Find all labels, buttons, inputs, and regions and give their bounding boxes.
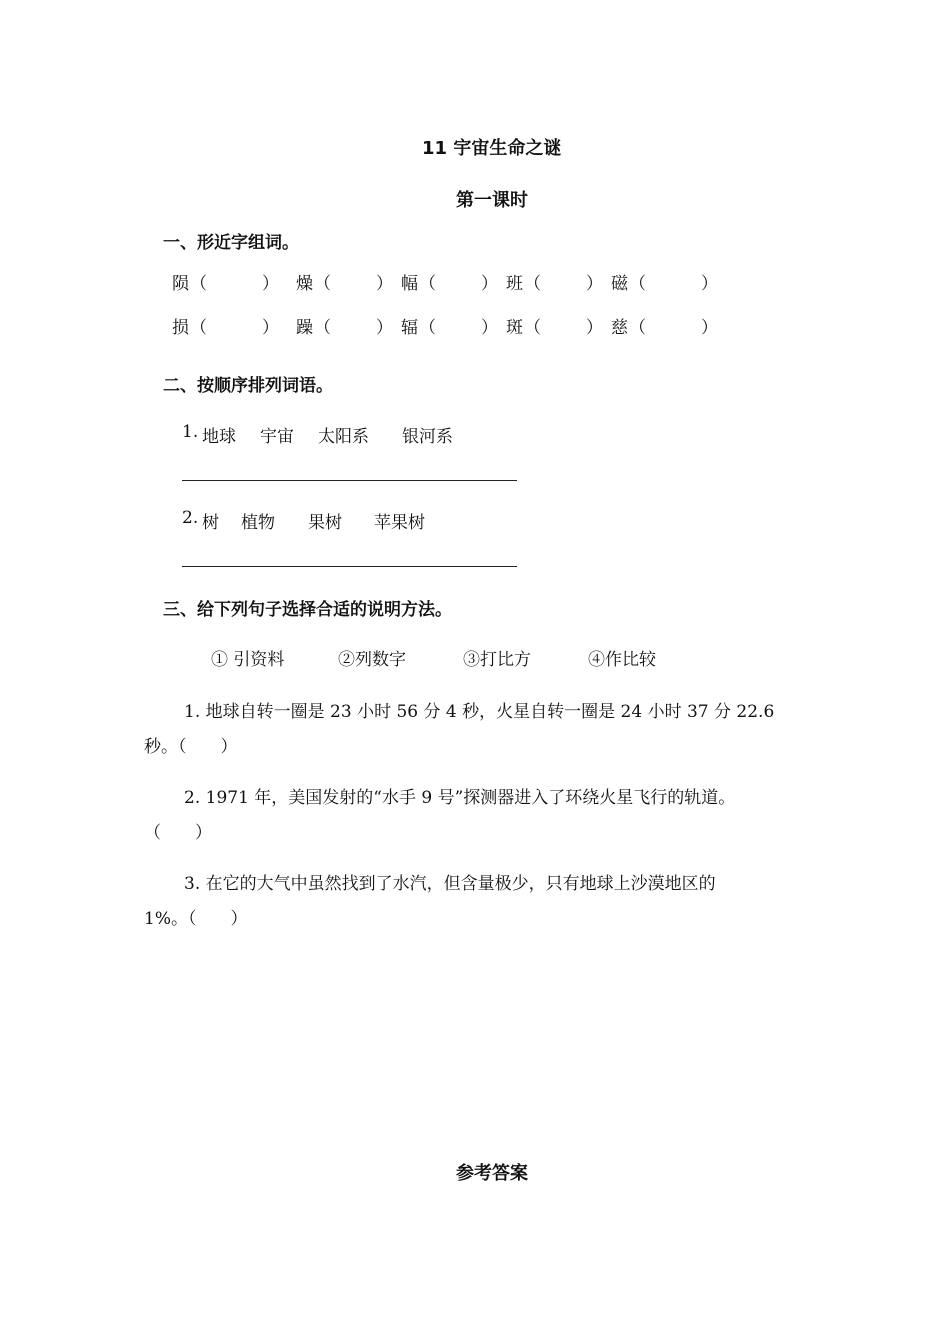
word: 树	[202, 513, 219, 533]
open-paren: （	[524, 318, 541, 338]
answer-line-2[interactable]	[182, 566, 517, 567]
open-paren: （	[314, 274, 331, 294]
open-paren: （	[190, 318, 207, 338]
open-paren: （	[629, 274, 646, 294]
question-3-line-1: 3. 在它的大气中虽然找到了水汽，但含量极少，只有地球上沙漠地区的	[184, 874, 716, 894]
option-comparison: ④作比较	[588, 650, 656, 670]
char: 燥	[296, 274, 313, 294]
section3-heading: 三、给下列句子选择合适的说明方法。	[163, 600, 452, 620]
answers-heading: 参考答案	[456, 1163, 528, 1184]
item-number: 2.	[182, 508, 199, 528]
section1-heading: 一、形近字组词。	[163, 233, 299, 253]
option-quote-data: ① 引资料	[211, 650, 285, 670]
word: 太阳系	[318, 427, 369, 447]
open-paren: （	[524, 274, 541, 294]
option-analogy: ③打比方	[463, 650, 531, 670]
word: 植物	[241, 513, 275, 533]
char: 陨	[172, 274, 189, 294]
close-paren: ）	[262, 274, 279, 294]
answer-line-1[interactable]	[182, 480, 517, 481]
char: 辐	[401, 318, 418, 338]
close-paren: ）	[701, 318, 718, 338]
question-2-line-2: （ ）	[144, 823, 212, 843]
char: 慈	[611, 318, 628, 338]
char: 磁	[611, 274, 628, 294]
open-paren: （	[629, 318, 646, 338]
question-3-line-2: 1%。（ ）	[144, 909, 248, 929]
item-number: 1.	[182, 422, 199, 442]
open-paren: （	[419, 318, 436, 338]
question-1-line-1: 1. 地球自转一圈是 23 小时 56 分 4 秒，火星自转一圈是 24 小时 37 分 22.6	[184, 702, 775, 722]
option-list-numbers: ②列数字	[338, 650, 406, 670]
open-paren: （	[419, 274, 436, 294]
word: 苹果树	[374, 513, 425, 533]
close-paren: ）	[701, 274, 718, 294]
char: 幅	[401, 274, 418, 294]
close-paren: ）	[481, 274, 498, 294]
lesson-subtitle: 第一课时	[456, 190, 528, 211]
close-paren: ）	[262, 318, 279, 338]
close-paren: ）	[586, 318, 603, 338]
char: 斑	[506, 318, 523, 338]
open-paren: （	[190, 274, 207, 294]
char: 躁	[296, 318, 313, 338]
char: 班	[506, 274, 523, 294]
close-paren: ）	[586, 274, 603, 294]
section2-heading: 二、按顺序排列词语。	[163, 376, 333, 396]
question-1-line-2: 秒。（ ）	[144, 737, 238, 757]
open-paren: （	[314, 318, 331, 338]
close-paren: ）	[376, 274, 393, 294]
char: 损	[172, 318, 189, 338]
close-paren: ）	[376, 318, 393, 338]
word: 银河系	[402, 427, 453, 447]
question-2-line-1: 2. 1971 年，美国发射的“水手 9 号”探测器进入了环绕火星飞行的轨道。	[184, 788, 736, 808]
word: 宇宙	[260, 427, 294, 447]
word: 果树	[308, 513, 342, 533]
close-paren: ）	[481, 318, 498, 338]
word: 地球	[202, 427, 236, 447]
page-title: 11 宇宙生命之谜	[422, 138, 562, 159]
